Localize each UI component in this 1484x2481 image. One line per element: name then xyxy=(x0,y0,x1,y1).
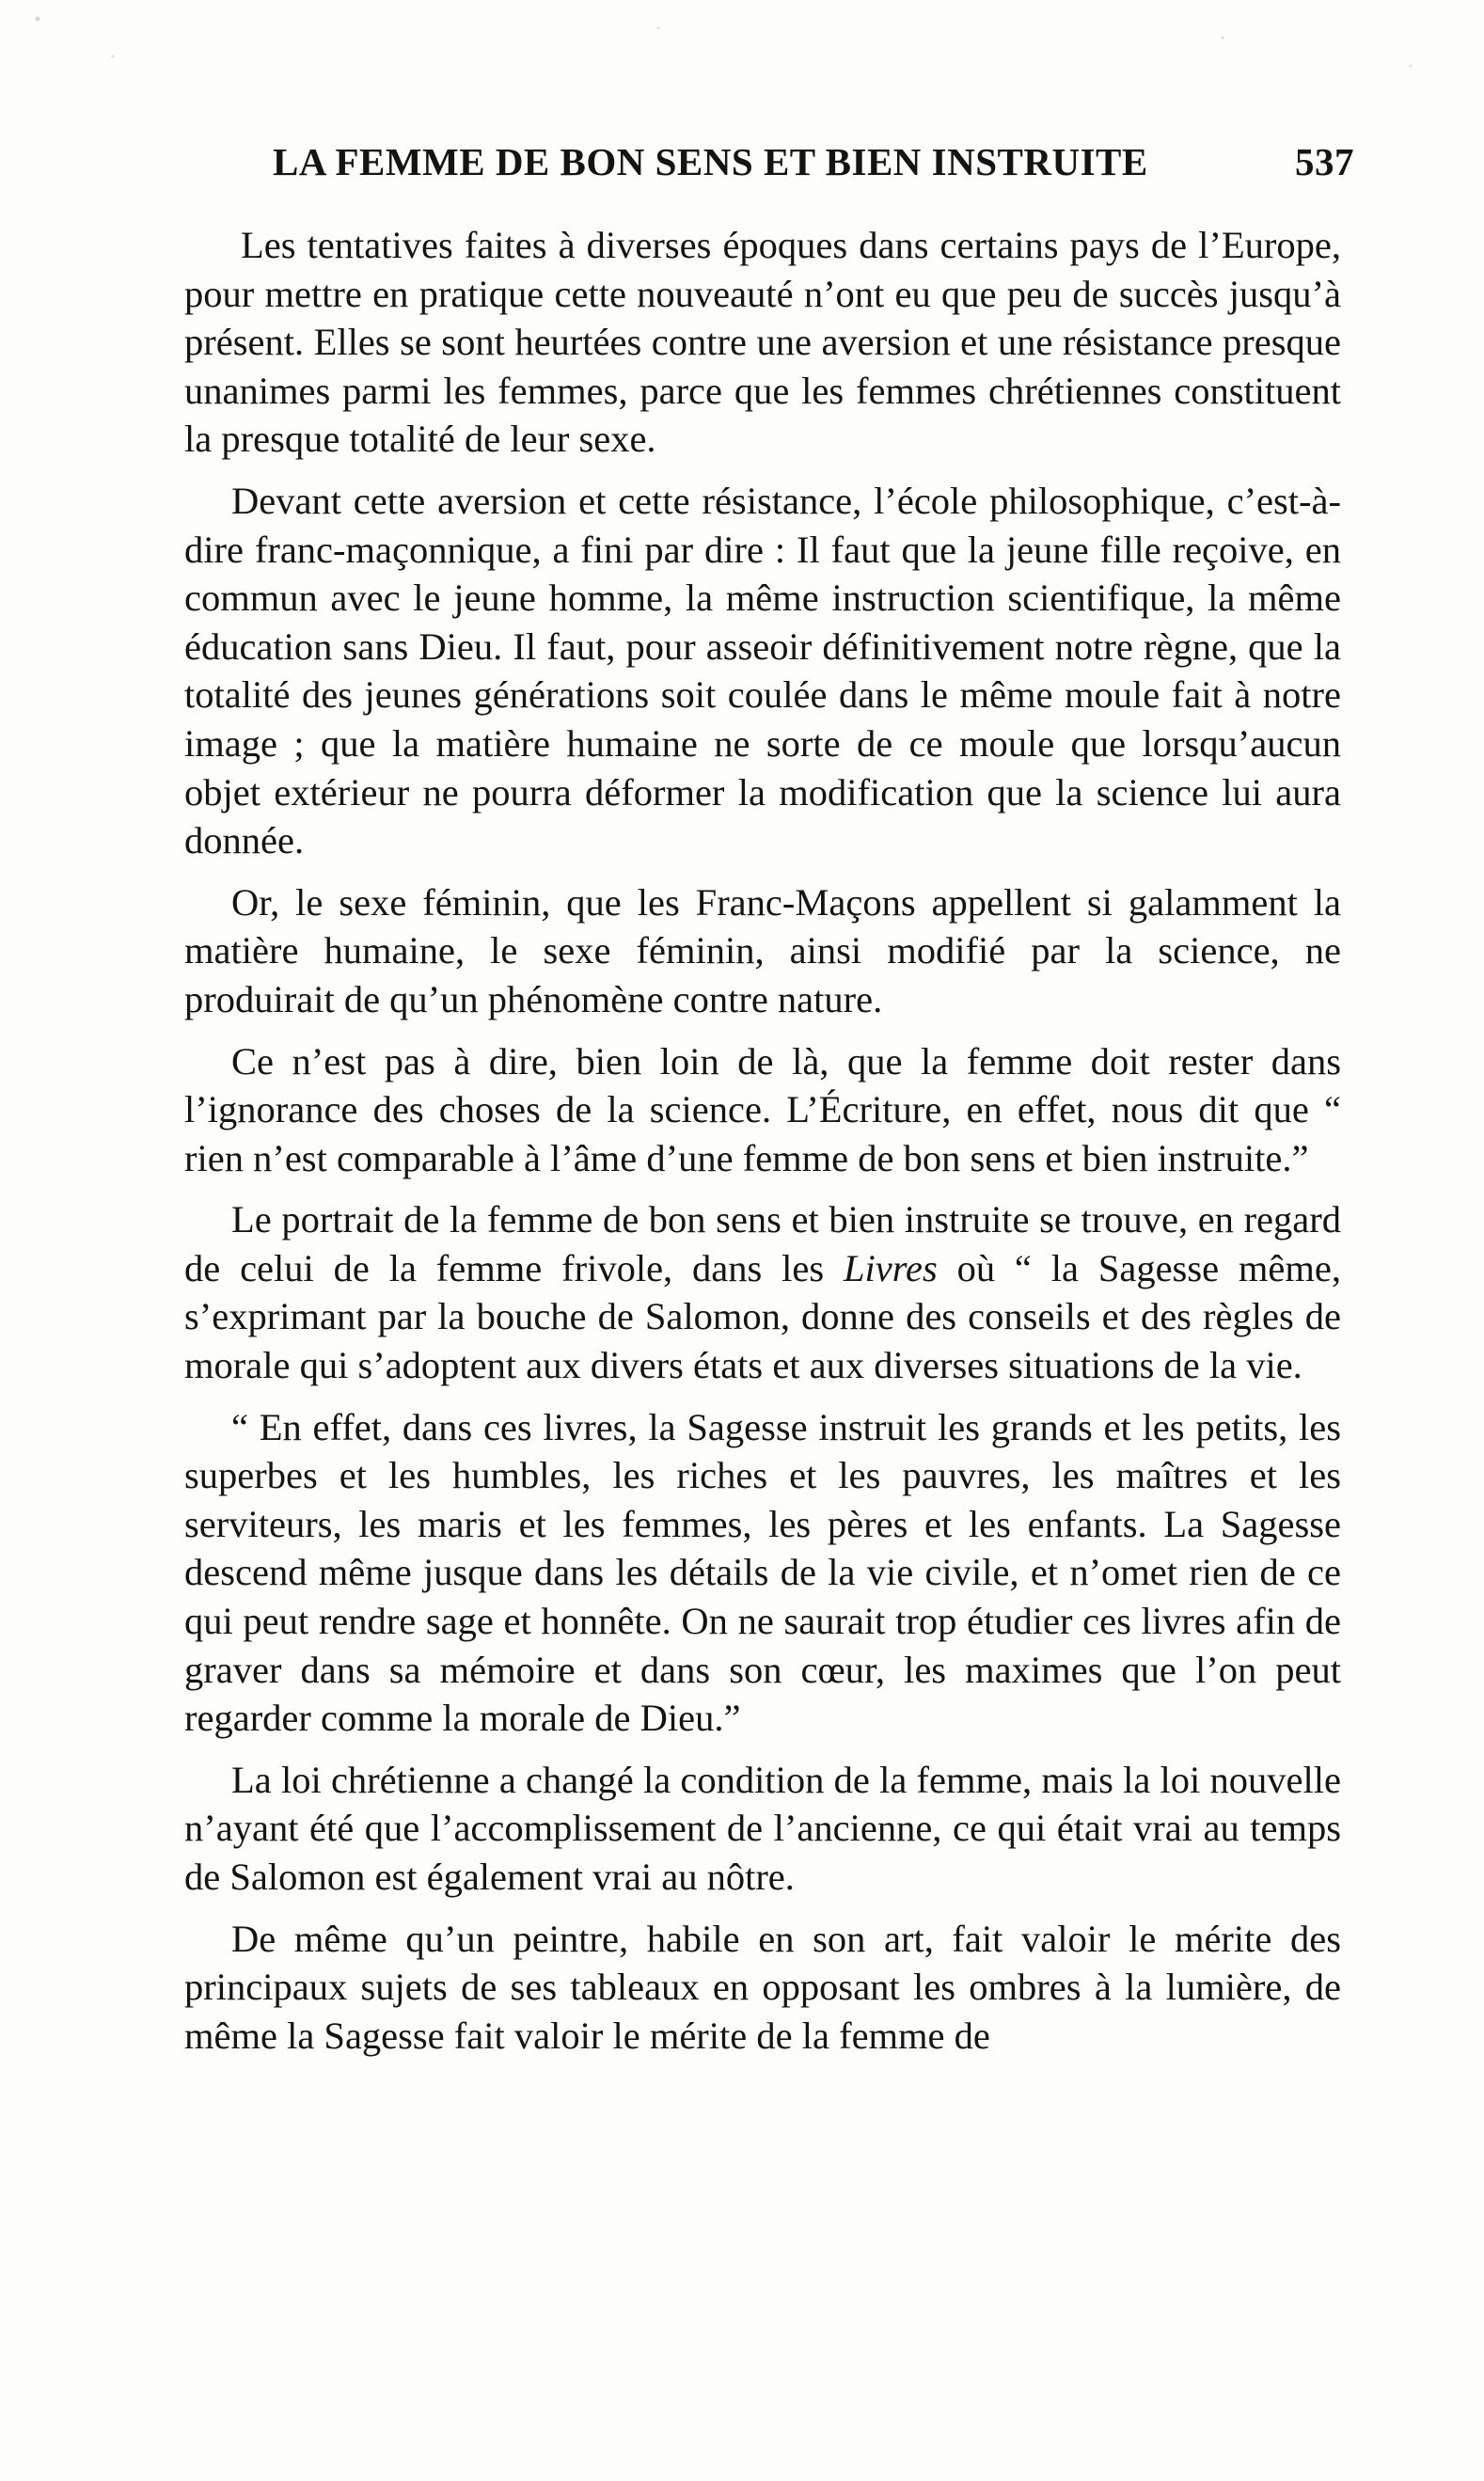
running-title: LA FEMME DE BON SENS ET BIEN INSTRUITE xyxy=(273,140,1148,183)
paragraph xyxy=(184,1915,1341,2061)
paragraph xyxy=(184,477,1341,865)
paragraph-text: Or, le sexe féminin, que les Franc-Maçons appellent si galamment la matière humaine, le sexe féminin, ainsi modifié par la science, ne produirait de qu’un phénomène contre nature. xyxy=(184,880,1341,1020)
paragraph-text: Les tentatives faites à diverses époques dans certains pays de l’Europe, pour mettre en pratique cette nouveauté n’ont eu que peu de succès jusqu’à présent. Elles se sont heurtées contre une aversion et une résistance presque unanimes parmi les femmes, parce que les femmes chrétiennes constituent la presque totalité de leur sexe. xyxy=(184,224,1341,461)
paragraph-text: où “ la Sagesse même, s’exprimant par la bouche de Salomon, donne des conseils et des règles de morale qui s’adoptent aux divers états et aux diverses situations de la vie. xyxy=(184,1246,1341,1387)
paragraph xyxy=(184,221,1341,464)
body-text xyxy=(184,221,1341,2073)
page-number: 537 xyxy=(1295,140,1354,183)
paragraph xyxy=(184,1403,1341,1743)
paragraph xyxy=(184,1037,1341,1183)
paragraph-text: “ En effet, dans ces livres, la Sagesse instruit les grands et les petits, les superbes et les humbles, les riches et les pauvres, les maîtres et les serviteurs, les maris et les femmes, les pères et les enfants. La Sagesse descend même jusque dans les détails de la vie civile, et n’omet rien de ce qui peut rendre sage et honnête. On ne saurait trop étudier ces livres afin de graver dans sa mémoire et dans son cœur, les maximes que l’on peut regarder comme la morale de Dieu.” xyxy=(184,1405,1341,1740)
paragraph-text: Devant cette aversion et cette résistance, l’école philosophique, c’est-à-dire franc-maçonnique, a fini par dire : Il faut que la jeune fille reçoive, en commun avec le jeune homme, la même instruction scientifique, la même éducation sans Dieu. Il faut, pour asseoir définitivement notre règne, que la totalité des jeunes générations soit coulée dans le même moule fait à notre image ; que la matière humaine ne sorte de ce moule que lorsqu’aucun objet extérieur ne pourra déformer la modification que la science lui aura donnée. xyxy=(184,479,1341,862)
paragraph xyxy=(184,1195,1341,1389)
paragraph-text: Ce n’est pas à dire, bien loin de là, que la femme doit rester dans l’ignorance des choses de la science. L’Écriture, en effet, nous dit que “ rien n’est comparable à l’âme d’une femme de bon sens et bien instruite.” xyxy=(184,1039,1341,1179)
running-header xyxy=(273,139,1354,184)
paragraph-text: La loi chrétienne a changé la condition de la femme, mais la loi nouvelle n’ayant été que l’accomplissement de l’ancienne, ce qui était vrai au temps de Salomon est également vrai au nôtre. xyxy=(184,1758,1341,1898)
paragraph xyxy=(184,1756,1341,1902)
italic-book-title: Livres xyxy=(843,1246,938,1289)
paragraph xyxy=(184,878,1341,1024)
paragraph-text: De même qu’un peintre, habile en son art, fait valoir le mérite des principaux sujets de ses tableaux en opposant les ombres à la lumière, de même la Sagesse fait valoir le mérite de la femme de xyxy=(184,1917,1341,2057)
scan-speckle xyxy=(0,0,1484,122)
paragraph-text: Le portrait de la femme de bon sens et bien instruite se trouve, en regard de celui de la femme frivole, dans les xyxy=(184,1198,1341,1289)
